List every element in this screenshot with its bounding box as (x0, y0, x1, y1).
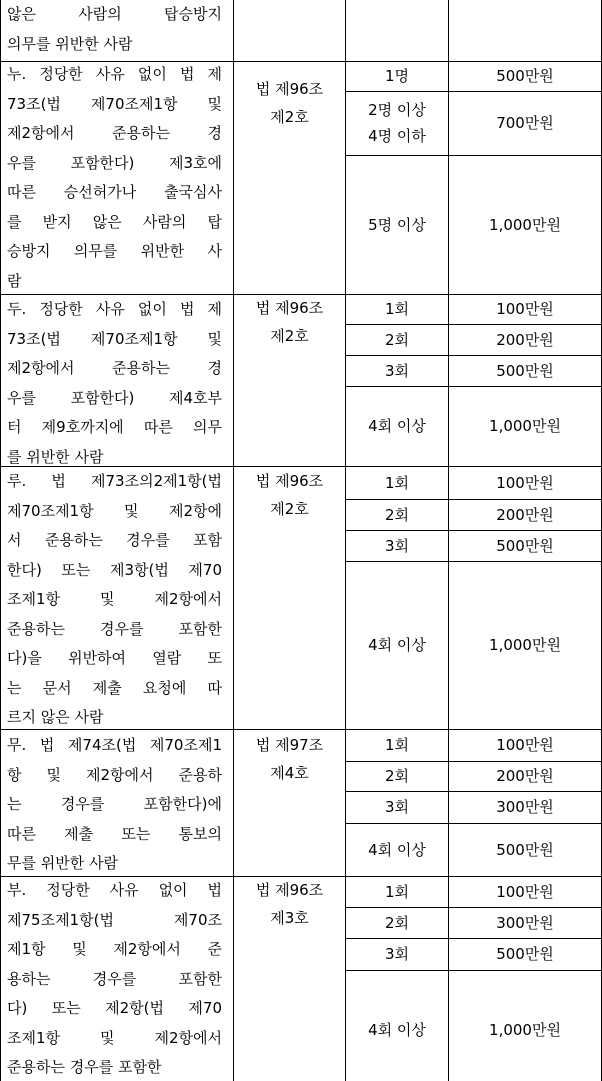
description-line: 를 받지 않은 사람의 탑 (7, 212, 222, 231)
fine-divider (345, 561, 602, 562)
fine-amount: 500만원 (496, 361, 554, 380)
fine-amount: 1,000만원 (489, 636, 561, 654)
description-line: 않은 사람의 탑승방지 (7, 5, 222, 23)
description-line: 제2항에서 준용하는 경 (7, 124, 222, 142)
violation-count: 1명 (384, 67, 410, 85)
description-line: 람 (7, 271, 22, 290)
violation-count: 3회 (384, 536, 410, 555)
description-line: 누. 정당한 사유 없이 법 제 (7, 65, 222, 83)
description-line: 의무를 위반한 사람 (7, 34, 133, 53)
fine-amount: 500만원 (496, 536, 554, 555)
fine-divider (345, 91, 602, 92)
violation-count: 4회 이상 (368, 1021, 426, 1039)
fine-amount: 700만원 (496, 114, 554, 132)
description-line: 제2항에서 준용하는 경 (7, 359, 222, 377)
violation-description (7, 0, 222, 59)
violation-count: 2회 (384, 505, 410, 524)
fine-amount: 1,000만원 (489, 215, 561, 234)
fine-divider (345, 499, 602, 500)
fine-divider (345, 155, 602, 156)
description-line: 터 제9호까지에 따른 의무 (7, 418, 222, 436)
description-line: 조제1항 및 제2항에서 (7, 1028, 222, 1047)
description-line: 르지 않은 사람 (7, 708, 104, 726)
fine-amount: 500만원 (496, 840, 554, 859)
violation-count: 2회 (384, 330, 410, 349)
violation-count: 4회 이상 (368, 636, 426, 654)
description-line: 승방지 의무를 위반한 사 (7, 242, 222, 260)
fine-amount: 200만원 (496, 767, 554, 785)
description-line: 두. 정당한 사유 없이 법 제 (7, 300, 222, 318)
fine-divider (345, 530, 602, 531)
description-line: 우를 포함한다) 제3호에 (7, 153, 222, 172)
description-line: 우를 포함한다) 제4호부 (7, 388, 222, 407)
description-line: 한다) 또는 제3항(법 제70 (7, 560, 222, 579)
law-reference: 법 제96조 제2호 (255, 80, 324, 126)
description-line: 루. 법 제73조의2제1항(법 (7, 472, 222, 490)
violation-description (7, 731, 222, 879)
law-reference: 법 제96조 제3호 (255, 881, 324, 927)
description-line: 다)을 위반하여 열람 또 (7, 649, 222, 667)
fine-amount: 200만원 (496, 330, 554, 349)
description-line: 따른 승선허가나 출국심사 (7, 183, 222, 201)
fine-amount: 300만원 (496, 913, 554, 932)
violation-count: 2명 이상 4명 이하 (368, 101, 426, 145)
fine-amount: 100만원 (496, 300, 554, 318)
violation-count: 1회 (384, 736, 410, 754)
description-line: 73조(법 제70조제1항 및 (7, 329, 222, 348)
description-line: 조제1항 및 제2항에서 (7, 590, 222, 608)
fine-amount: 100만원 (496, 736, 554, 754)
fine-divider (345, 386, 602, 387)
violation-count: 4회 이상 (368, 417, 426, 435)
fine-divider (345, 791, 602, 792)
description-line: 73조(법 제70조제1항 및 (7, 94, 222, 113)
violation-description (7, 876, 222, 1081)
description-line: 서 준용하는 경우를 포함 (7, 531, 222, 549)
description-line: 무를 위반한 사람 (7, 854, 118, 872)
fine-divider (345, 907, 602, 908)
law-reference: 법 제96조 제2호 (255, 472, 324, 518)
violation-count: 4회 이상 (368, 840, 426, 859)
violation-description (7, 467, 222, 733)
fine-amount: 100만원 (496, 882, 554, 901)
violation-count: 3회 (384, 361, 410, 380)
fine-divider (345, 823, 602, 824)
fine-divider (345, 324, 602, 325)
description-line: 는 경우를 포함한다)에 (7, 795, 222, 813)
description-line: 부. 정당한 사유 없이 법 (7, 881, 222, 899)
description-line: 를 위반한 사람 (7, 447, 104, 466)
violation-count: 1회 (384, 473, 410, 492)
description-line: 제75조제1항(법 제70조 (7, 910, 222, 929)
fine-amount: 500만원 (496, 67, 554, 85)
description-line: 준용하는 경우를 포함한 (7, 1058, 162, 1076)
fine-divider (345, 970, 602, 971)
description-line: 따른 제출 또는 통보의 (7, 824, 222, 843)
violation-description (7, 295, 222, 472)
fine-amount: 1,000만원 (489, 417, 561, 435)
description-line: 는 문서 제출 요청에 따 (7, 678, 222, 697)
violation-count: 2회 (384, 913, 410, 932)
description-line: 준용하는 경우를 포함한 (7, 619, 222, 638)
description-line: 용하는 경우를 포함한 (7, 969, 222, 988)
violation-count: 5명 이상 (368, 215, 426, 234)
fine-amount: 100만원 (496, 473, 554, 492)
description-line: 다) 또는 제2항(법 제70 (7, 999, 222, 1017)
description-line: 제70조제1항 및 제2항에 (7, 501, 222, 520)
fine-divider (345, 761, 602, 762)
violation-count: 3회 (384, 945, 410, 963)
fine-amount: 500만원 (496, 945, 554, 963)
description-line: 무. 법 제74조(법 제70조제1 (7, 736, 222, 754)
violation-count: 3회 (384, 798, 410, 816)
violation-count: 1회 (384, 882, 410, 901)
description-line: 항 및 제2항에서 준용하 (7, 765, 222, 784)
column-border (0, 0, 1, 1081)
law-reference: 법 제96조 제2호 (255, 299, 324, 345)
violation-count: 2회 (384, 767, 410, 785)
fine-divider (345, 355, 602, 356)
violation-description (7, 60, 222, 296)
fine-amount: 1,000만원 (489, 1021, 561, 1039)
law-reference: 법 제97조 제4호 (255, 736, 324, 782)
description-line: 제1항 및 제2항에서 준 (7, 940, 222, 958)
fine-amount: 300만원 (496, 798, 554, 816)
fine-divider (345, 938, 602, 939)
violation-count: 1회 (384, 300, 410, 318)
fine-amount: 200만원 (496, 505, 554, 524)
